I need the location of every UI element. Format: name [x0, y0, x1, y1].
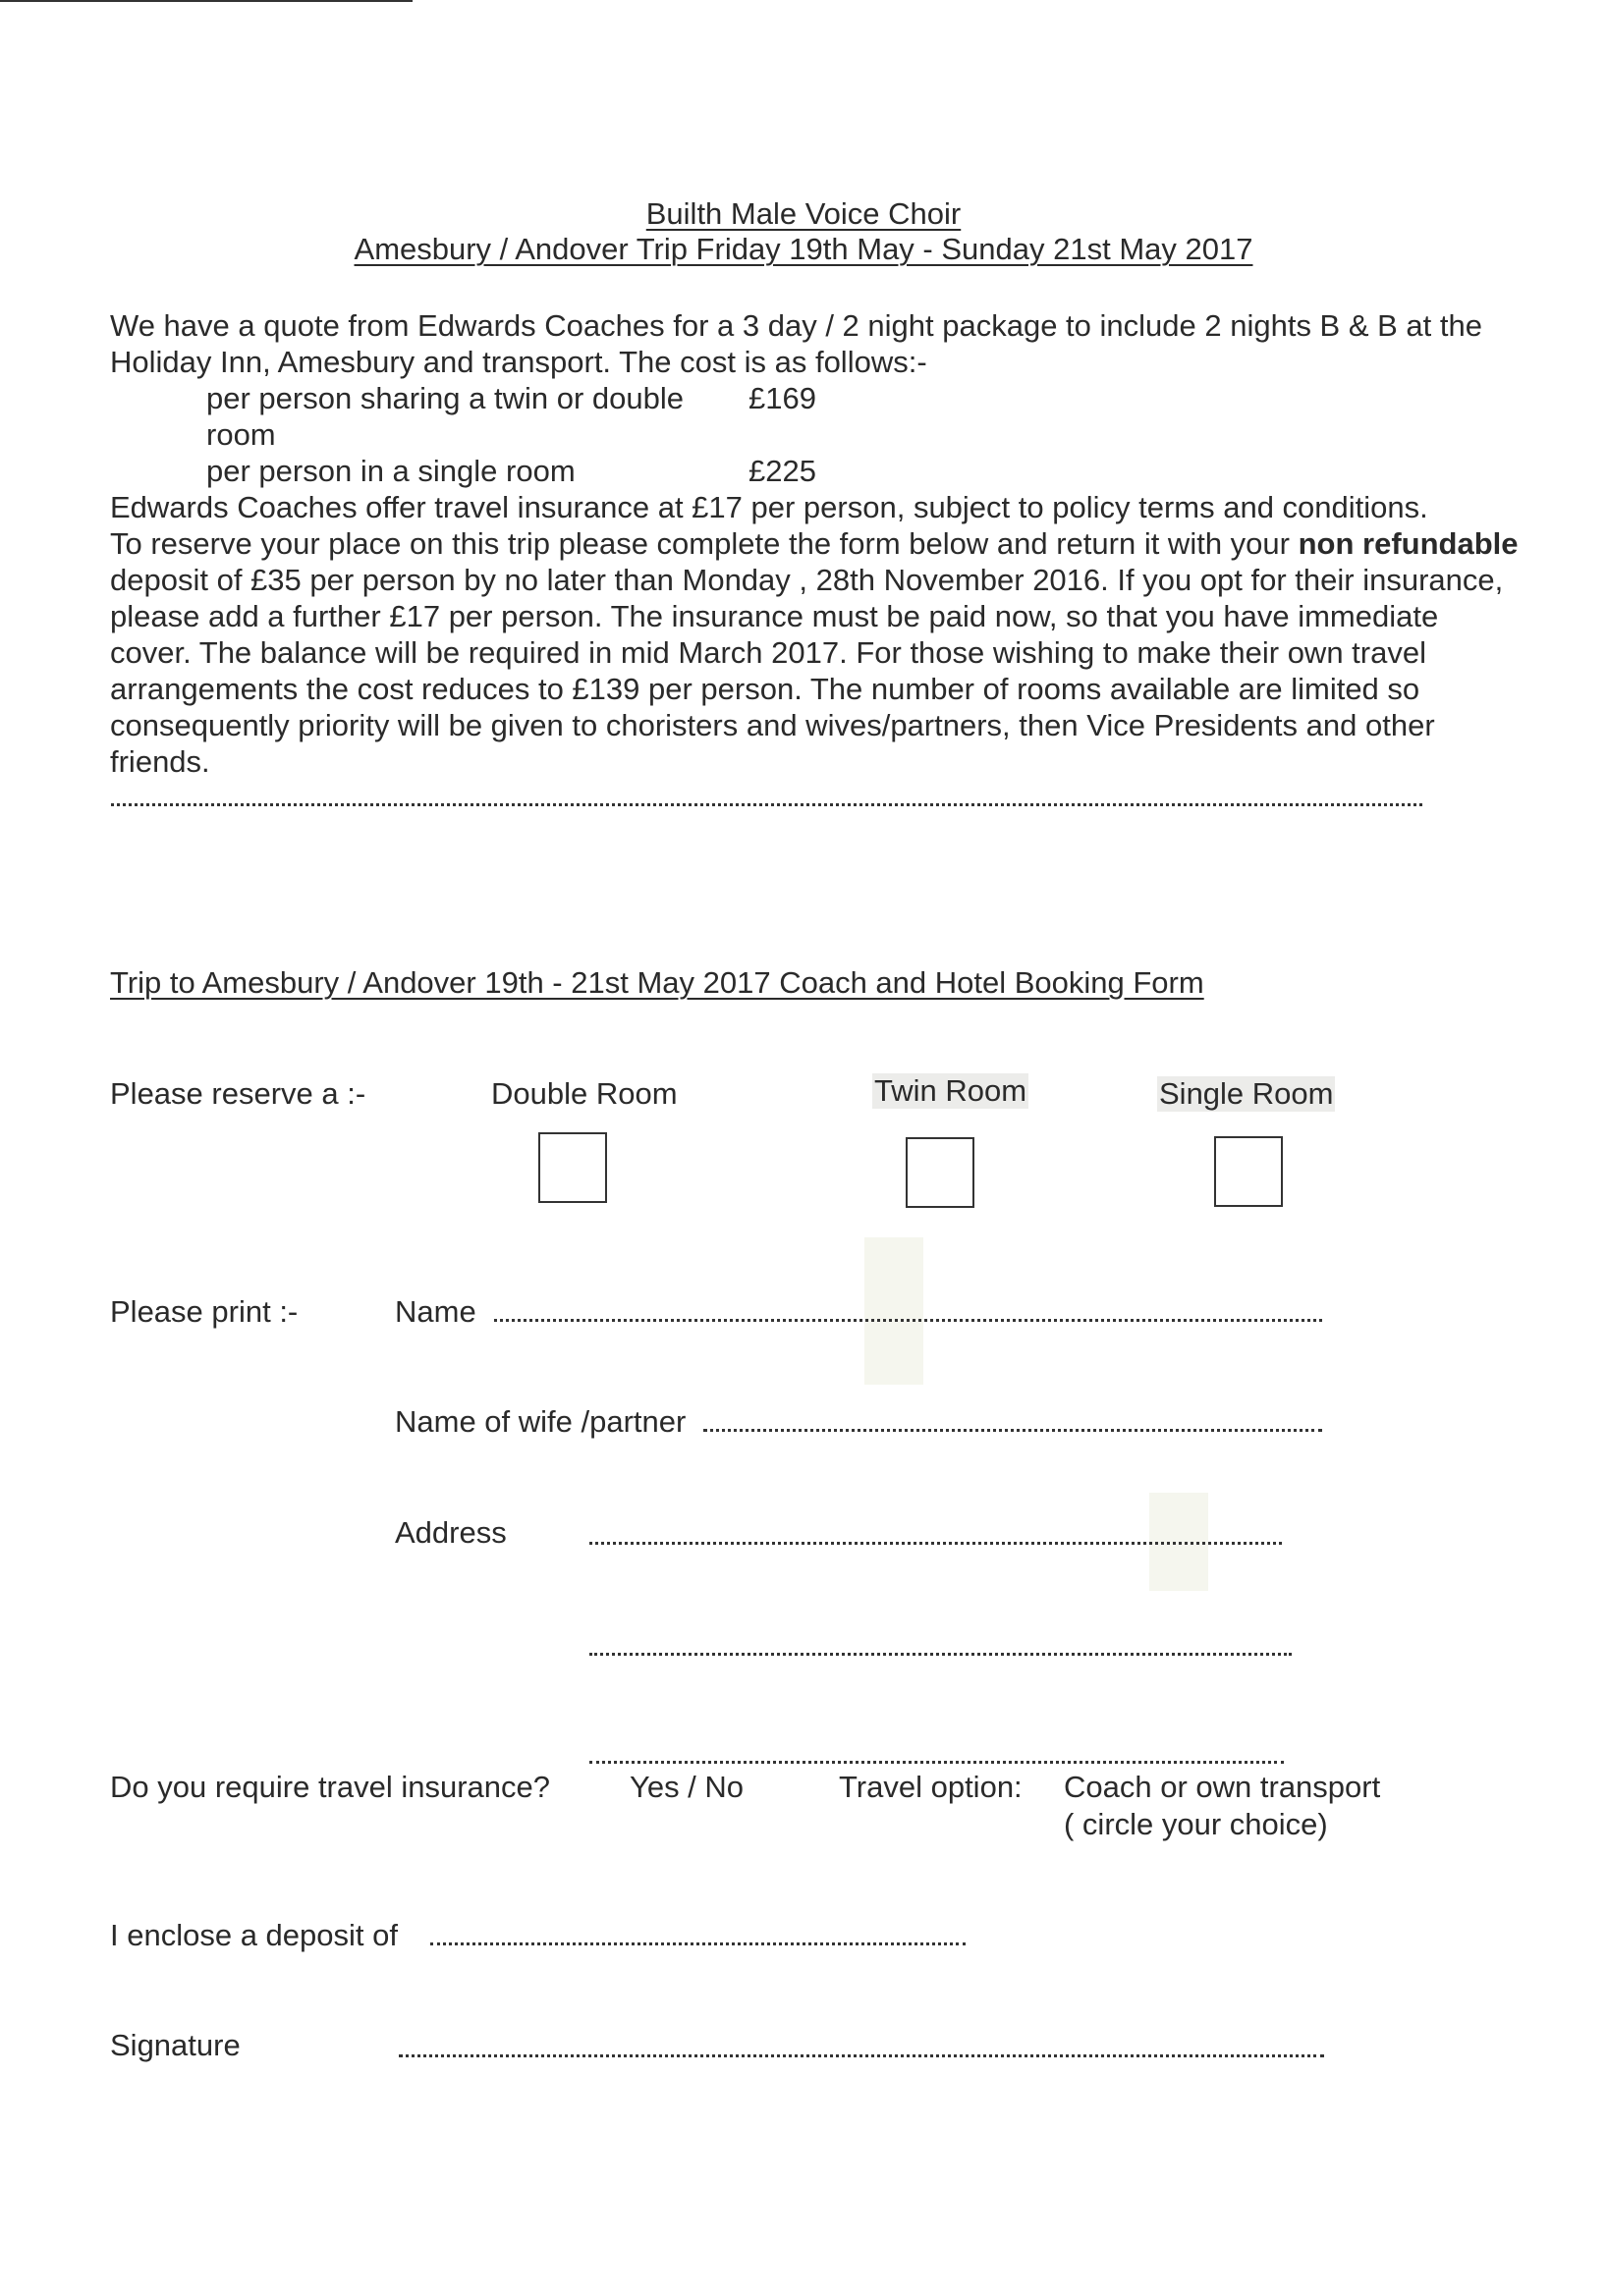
double-room-checkbox[interactable]	[538, 1132, 607, 1203]
partner-name-field[interactable]	[703, 1429, 1322, 1432]
price-label: per person in a single room	[206, 454, 576, 488]
deposit-label: I enclose a deposit of	[110, 1918, 398, 1952]
form-title-text: Trip to Amesbury / Andover 19th - 21st May 2017 Coach and Hotel Booking Form	[110, 965, 1204, 1000]
address-label: Address	[395, 1515, 507, 1550]
travel-option-label: Travel option:	[839, 1770, 1023, 1804]
reserve-label: Please reserve a :-	[110, 1076, 366, 1111]
document-title: Builth Male Voice Choir	[645, 196, 962, 231]
name-field[interactable]	[494, 1319, 1322, 1322]
reserve-text-end: deposit of £35 per person by no later than Monday , 28th November 2016. If you opt for their insurance, please add a further £17 per person. The insurance must be paid now, so that you have immediate cover. The balance will be required in mid March 2017. For those wishing to make their own travel arrangements the cost reduces to £139 per person. The number of rooms available are limited so consequently priority will be given to choristers and wives/partners, then Vice Presidents and other friends.	[110, 563, 1504, 779]
room-option-label-single: Single Room	[1159, 1076, 1334, 1111]
price-row-twin-double	[110, 380, 1524, 453]
document-subtitle: Amesbury / Andover Trip Friday 19th May - Sunday 21st May 2017	[354, 232, 1253, 266]
partner-name-label: Name of wife /partner	[395, 1404, 687, 1439]
address-line-1-field[interactable]	[589, 1542, 1282, 1545]
insurance-question: Do you require travel insurance?	[110, 1770, 551, 1804]
address-line-2-field[interactable]	[589, 1653, 1292, 1656]
price-row-single	[110, 453, 1524, 489]
price-amount: £169	[748, 381, 816, 415]
address-line-3-field[interactable]	[589, 1761, 1284, 1764]
intro-section	[110, 307, 1524, 780]
scan-artifact	[864, 1237, 923, 1385]
room-option-label-twin: Twin Room	[874, 1073, 1027, 1108]
travel-option-choice[interactable]: Coach or own transport	[1064, 1770, 1381, 1804]
scan-edge	[0, 0, 413, 2]
print-label: Please print :-	[110, 1294, 299, 1329]
twin-room-checkbox[interactable]	[906, 1137, 974, 1208]
insurance-text: Edwards Coaches offer travel insurance at £17 per person, subject to policy terms and conditions.	[110, 490, 1428, 524]
name-label: Name	[395, 1294, 476, 1329]
single-room-checkbox[interactable]	[1214, 1136, 1283, 1207]
non-refundable-emphasis: non refundable	[1298, 526, 1519, 561]
form-title	[110, 965, 1204, 1001]
reserve-text	[110, 525, 1524, 780]
signature-label: Signature	[110, 2028, 241, 2062]
insurance-yes-no-choice[interactable]: Yes / No	[630, 1770, 745, 1804]
intro-text: We have a quote from Edwards Coaches for a 3 day / 2 night package to include 2 nights B & B at the Holiday Inn, Amesbury and transport. The cost is as follows:-	[110, 308, 1482, 379]
price-amount: £225	[748, 454, 816, 488]
price-label: per person sharing a twin or double room	[206, 381, 684, 452]
room-option-label-double: Double Room	[491, 1076, 678, 1111]
deposit-field[interactable]	[430, 1942, 966, 1945]
reserve-text-start: To reserve your place on this trip please complete the form below and return it with your	[110, 526, 1299, 561]
circle-choice-note: ( circle your choice)	[1064, 1807, 1328, 1841]
signature-field[interactable]	[399, 2054, 1324, 2057]
tear-off-line	[111, 803, 1422, 806]
